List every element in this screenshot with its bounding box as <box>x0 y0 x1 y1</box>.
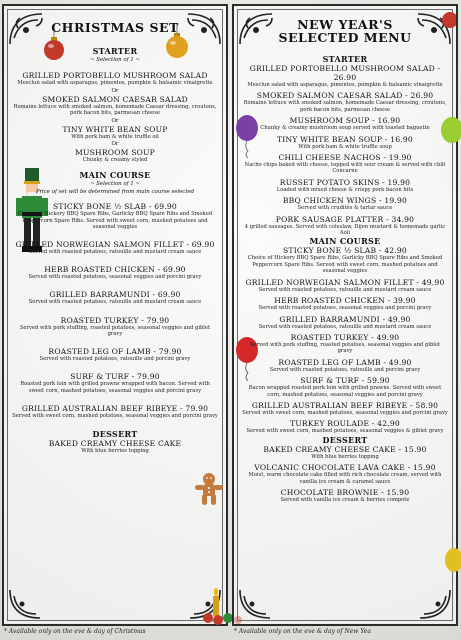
menu-item-name: GRILLED BARRAMUNDI - 49.90 <box>279 314 411 324</box>
menu-item-desc: Served with roasted potatoes, seasonal veggies and porcini gravy <box>258 305 432 312</box>
balloon-icon <box>442 546 461 580</box>
christmas-footnote: * Available only on the eve & day of Christmas <box>4 628 146 635</box>
starter-heading: STARTER <box>322 54 368 64</box>
gingerbread-man-icon <box>194 472 224 506</box>
menu-item-name: BBQ CHICKEN WINGS - 19.90 <box>282 196 408 206</box>
menu-item-desc: Choice of Hickory BBQ Spare Ribs, Garlicky BBQ Spare Ribs and Smoked Peppercorn Spare Ribs. Served with sweet corn, mashed potatoes and seasonal veggies <box>247 255 443 275</box>
title-line-1: NEW YEAR'S <box>297 17 393 32</box>
menu-item-name: SMOKED SALMON CAESAR SALAD - 26.90 <box>256 91 434 101</box>
selection-note: ~ Selection of 1 ~ <box>90 180 140 187</box>
menu-item-desc: Served with sweet corn, mashed potatoes, seasonal veggies and porcini gravy <box>242 409 448 416</box>
menu-item-name: STICKY BONE ½ SLAB - 69.90 <box>53 201 177 211</box>
menu-item-name: SURF & TURF - 79.90 <box>70 372 160 382</box>
menu-item-desc: Bacon wrapped roasted pork loin with grilled prawns. Served with sweet corn, mashed potatoes, seasonal veggies and porcini gravy <box>248 385 442 398</box>
menu-item-name: CHILI CHEESE NACHOS - 19.90 <box>278 153 412 163</box>
menu-item-name: GRILLED PORTOBELLO MUSHROOM SALAD - 26.90 <box>249 64 441 82</box>
menu-item-name: GRILLED NORWEGIAN SALMON FILLET - 49.90 <box>245 277 445 287</box>
christmas-set-panel <box>2 4 228 626</box>
menu-item-desc: Served with roasted potatoes, ratouille and mustard cream sauce <box>258 286 432 293</box>
menu-item-name: HERB ROASTED CHICKEN - 39.90 <box>274 296 416 306</box>
starter-heading: STARTER <box>92 46 138 56</box>
menu-item-name: ROASTED LEG OF LAMB - 79.90 <box>48 347 182 357</box>
menu-item-name: MUSHROOM SOUP <box>75 148 155 158</box>
menu-item-name: TURKEY ROULADE - 42.90 <box>290 419 400 429</box>
ornament-swirl-icon <box>236 588 276 622</box>
ornament-swirl-icon <box>414 588 454 622</box>
menu-item-name: ROASTED LEG OF LAMB - 49.90 <box>278 357 412 367</box>
title-line-2: SELECTED MENU <box>278 30 412 45</box>
menu-item-desc: Served with roasted potatoes, ratouille and mustard cream sauce <box>28 249 202 256</box>
christmas-set-content <box>12 46 218 455</box>
menu-item-name: GRILLED PORTOBELLO MUSHROOM SALAD <box>22 71 208 80</box>
menu-item-desc: Mesclun salad with asparagus, pimentos, pumpkin & balsamic vinaigrette <box>247 82 443 88</box>
menu-item-desc: Served with pork stuffing, roasted potatoes, seasonal veggies and giblet gravy <box>249 341 441 355</box>
menu-item-name: BAKED CREAMY CHEESE CAKE <box>48 439 182 449</box>
menu-item-desc: With pork ham & white truffle oil <box>71 133 159 140</box>
menu-item-desc: Romaine lettuce with smoked salmon, homemade Caesar dressing, croutons, pork bacon bits, parmesan cheese <box>13 103 217 117</box>
main-course-heading: MAIN COURSE <box>309 236 381 247</box>
menu-item-desc: 4 grilled sausages. Served with coleslaw, Dijon mustard & homemade garlic Aoli <box>244 223 446 237</box>
menu-item-name: VOLCANIC CHOCOLATE LAVA CAKE - 15.90 <box>254 463 436 473</box>
menu-item-name: TINY WHITE BEAN SOUP <box>62 124 168 134</box>
main-course-heading: MAIN COURSE <box>79 169 151 180</box>
menu-item-name: GRILLED NORWEGIAN SALMON FILLET - 69.90 <box>15 240 215 250</box>
menu-item-name: STICKY BONE ½ SLAB - 42.90 <box>283 246 407 256</box>
menu-item-desc: With blue berries topping <box>81 448 149 455</box>
menu-item-name: BAKED CREAMY CHEESE CAKE - 15.90 <box>263 444 427 454</box>
price-note: Price of set will be determined from main course selected <box>35 188 195 195</box>
menu-item-name: HERB ROASTED CHICKEN - 69.90 <box>44 265 186 275</box>
new-years-title <box>234 18 456 44</box>
menu-item-desc: Served with pork stuffing, roasted potatoes, seasonal veggies and giblet gravy <box>19 324 211 338</box>
menu-item-desc: Served with roasted potatoes, ratouille and mustard cream sauce <box>258 323 432 330</box>
or-divider: Or <box>111 117 119 124</box>
menu-item-desc: Loaded with mixed cheese & crispy pork bacon bits <box>276 186 414 193</box>
menu-item-desc: Chunky & creamy styled <box>82 157 148 164</box>
new-years-menu-panel <box>232 4 458 626</box>
menu-item-desc: Choice of Hickory BBQ Spare Ribs, Garlicky BBQ Spare Ribs and Smoked Peppercorn Spare Ribs. Served with sweet corn, mashed potatoes and seasonal veggies <box>17 210 213 231</box>
christmas-set-title: CHRISTMAS SET <box>51 20 179 35</box>
menu-item-name: TINY WHITE BEAN SOUP - 16.90 <box>277 134 413 144</box>
menu-item-name: GRILLED AUSTRALIAN BEEF RIBEYE - 79.90 <box>21 404 209 413</box>
menu-item-desc: With pork ham & white truffle soup <box>298 143 392 150</box>
menu-item-name: GRILLED BARRAMUNDI - 69.90 <box>49 290 181 300</box>
or-divider: Or <box>111 141 119 148</box>
menu-item-name: SMOKED SALMON CAESAR SALAD <box>42 94 188 104</box>
menu-item-desc: Served with roasted potatoes, ratouille and porcini gravy <box>269 366 421 373</box>
menu-item-name: PORK SAUSAGE PLATTER - 34.90 <box>275 214 415 224</box>
menu-item-name: RUSSET POTATO SKINS - 19.90 <box>279 177 411 187</box>
menu-item-desc: Served with sweet corn, mashed potatoes, seasonal veggies & giblet gravy <box>246 428 444 435</box>
menu-item-desc: Served with crudités & tartar sauce <box>297 205 393 212</box>
menu-item-name: ROASTED TURKEY - 49.90 <box>290 332 400 342</box>
menu-item-desc: Nacho chips baked with cheese, topped with sour cream & served with chili Concarne <box>244 162 446 175</box>
new-years-content <box>242 54 448 503</box>
menu-item-name: MUSHROOM SOUP - 16.90 <box>289 116 401 126</box>
new-year-footnote: * Available only on the eve & day of New Yea <box>234 628 371 635</box>
menu-item-desc: Served with sweet corn, mashed potatoes, seasonal veggies and porcini gravy <box>12 413 218 419</box>
menu-item-name: GRILLED AUSTRALIAN BEEF RIBEYE - 58.90 <box>251 400 439 410</box>
dessert-heading: DESSERT <box>92 429 138 440</box>
menu-item-desc: Served with roasted potatoes, ratouille and mustard cream sauce <box>28 299 202 306</box>
selection-note: ~ Selection of 1 ~ <box>90 57 140 63</box>
menu-item-name: SURF & TURF - 59.90 <box>300 376 390 386</box>
menu-item-desc: Served with roasted potatoes, seasonal veggies and porcini gravy <box>28 274 202 281</box>
menu-item-desc: Mesclun salad with asparagus, pimentos, pumpkin & balsamic vinaigrette <box>17 80 213 86</box>
menu-item-desc: Romaine lettuce with smoked salmon, homemade Caesar dressing, croutons, pork bacon bits, parmesan cheese <box>243 100 447 113</box>
menu-item-desc: Roasted pork loin with grilled prawns wrapped with bacon. Served with sweet corn, mashed potatoes, seasonal veggies and porcini gravy <box>20 381 210 394</box>
dessert-heading: DESSERT <box>322 434 368 445</box>
menu-item-name: ROASTED TURKEY - 79.90 <box>60 315 170 325</box>
or-divider: Or <box>111 87 119 94</box>
menu-item-desc: Moist, warm chocolate cake filled with rich chocolate cream, served with vanilla ice cream & caramel sauce <box>248 472 442 485</box>
menu-item-name: CHOCOLATE BROWNIE - 15.90 <box>280 487 410 497</box>
menu-item-desc: Served with vanilla ice cream & berries compote <box>280 496 410 503</box>
menu-item-desc: Served with roasted potatoes, ratouille and porcini gravy <box>39 356 191 363</box>
ornament-swirl-icon <box>6 588 46 622</box>
menu-item-desc: With blue berries topping <box>311 453 379 460</box>
menu-item-desc: Chunky & creamy mushroom soup served with toasted baguette <box>260 125 430 132</box>
